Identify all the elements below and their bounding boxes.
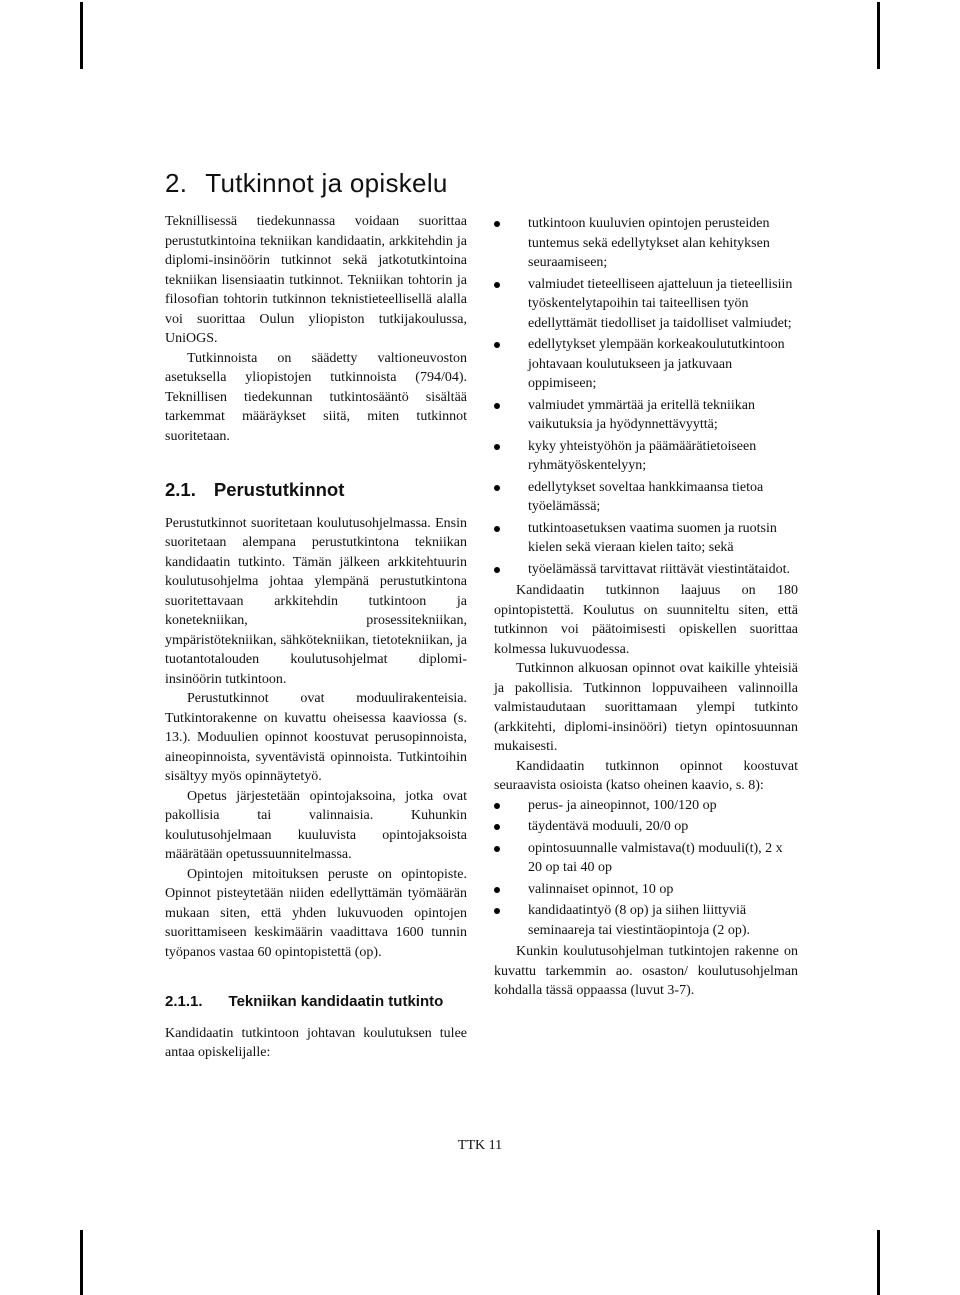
perustutkinnot-paragraph-3: Opetus järjestetään opintojaksoina, jotka ovat pakollisia tai valinnaisia. Kuhunkin koulutusohjelmaan kuuluvista opintojaksoista määrätään opetussuunnitelmassa. — [165, 788, 467, 862]
bullet-icon — [494, 221, 500, 227]
laajuus-paragraph: Kandidaatin tutkinnon laajuus on 180 opintopistettä. Koulutus on suunniteltu siten, että tutkinnon voi päätoimisesti opiskellen suorittaa kolmessa lukuvuodessa. — [494, 583, 798, 657]
bullet-icon — [494, 887, 500, 893]
bullet-icon — [494, 282, 500, 288]
bullet-icon — [494, 526, 500, 532]
subsubsection-heading — [165, 992, 467, 1012]
intro-paragraph-2: Tutkinnoista on säädetty valtioneuvoston asetuksella yliopistojen tutkinnoista (794/04). Teknillisen tiedekunnan tutkintosääntö sisältää tarkemmat määräykset siitä, miten tutkinnot suoritetaan. — [165, 350, 467, 444]
bullet-icon — [494, 444, 500, 450]
subsection-number: 2.1. — [165, 479, 196, 500]
bullet-icon — [494, 824, 500, 830]
intro-paragraph-1: Teknillisessä tiedekunnassa voidaan suorittaa perustutkintoina tekniikan kandidaatin, arkkitehdin ja diplomi-insinöörin tutkinnot sekä jatkotutkintoina tekniikan lisensiaatin tutkinnot. Tekniikan tohtorin ja filosofian tohtorin tutkinnon teknistieteellisellä alalla voi suorittaa Oulun yliopiston tutkijakoulussa, UniOGS. — [165, 214, 467, 346]
perustutkinnot-paragraph-1: Perustutkinnot suoritetaan koulutusohjelmassa. Ensin suoritetaan alempana perustutkintona tekniikan kandidaatin tutkinto. Tämän jälkeen arkkitehtuurin koulutusohjelma johtaa ylempänä perustutkintona suoritettavaan arkkitehdin tutkintoon ja konetekniikan, prosessitekniikan, ympäristötekniikan, sähkötekniikan, tietotekniikan, ja tuotantotalouden koulutusohjelmat diplomi-insinöörin tutkintoon. — [165, 515, 467, 687]
list-item: perus- ja aineopinnot, 100/120 op — [494, 796, 798, 816]
crop-mark-bottom-left — [80, 1230, 83, 1295]
bullet-icon — [494, 846, 500, 852]
list-item: edellytykset ylempään korkeakoulututkintoon johtavaan koulutukseen ja jatkuvaan oppimiseen; — [494, 335, 798, 394]
perustutkinnot-paragraph-4: Opintojen mitoituksen peruste on opintopiste. Opinnot pisteytetään niiden edellyttämän työmäärän mukaan siten, että yhden lukuvuoden opintojen suorittamiseen keskimäärin vaadittava 1600 tunnin työpanos vastaa 60 opintopistettä (op). — [165, 866, 467, 960]
objectives-list — [494, 214, 798, 579]
section-title: Tutkinnot ja opiskelu — [205, 168, 448, 198]
list-item: tutkintoon kuuluvien opintojen perusteiden tuntemus sekä edellytykset alan kehityksen seuraamiseen; — [494, 214, 798, 273]
list-item: valinnaiset opinnot, 10 op — [494, 880, 798, 900]
right-column — [494, 214, 798, 1001]
crop-mark-top-left — [80, 2, 83, 69]
section-number: 2. — [165, 168, 188, 198]
bullet-icon — [494, 403, 500, 409]
bullet-icon — [494, 803, 500, 809]
list-item: opintosuunnalle valmistava(t) moduuli(t), 2 x 20 op tai 40 op — [494, 839, 798, 878]
list-item: valmiudet ymmärtää ja eritellä tekniikan vaikutuksia ja hyödynnettävyyttä; — [494, 396, 798, 435]
list-item: kandidaatintyö (8 op) ja siihen liittyviä seminaareja tai viestintäopintoja (2 op). — [494, 901, 798, 940]
bullet-icon — [494, 485, 500, 491]
bullet-icon — [494, 567, 500, 573]
section-heading — [165, 168, 448, 199]
crop-mark-bottom-right — [877, 1230, 880, 1295]
list-item: kyky yhteistyöhön ja päämäärätietoiseen ryhmätyöskentelyyn; — [494, 437, 798, 476]
page-footer: TTK 11 — [457, 1138, 503, 1153]
subsubsection-title: Tekniikan kandidaatin tutkinto — [228, 993, 444, 1010]
bullet-icon — [494, 342, 500, 348]
list-item: edellytykset soveltaa hankkimaansa tietoa työelämässä; — [494, 478, 798, 517]
components-list — [494, 796, 798, 941]
crop-mark-top-right — [877, 2, 880, 69]
list-item: tutkintoasetuksen vaatima suomen ja ruotsin kielen sekä vieraan kielen taito; sekä — [494, 519, 798, 558]
alkuosa-paragraph: Tutkinnon alkuosan opinnot ovat kaikille yhteisiä ja pakollisia. Tutkinnon loppuvaiheen valinnoilla valmistaudutaan suorittamaan ylempi tutkinto (arkkitehti, diplomi-insinööri) tietyn opintosuunnan mukaisesti. — [494, 661, 798, 754]
perustutkinnot-paragraph-2: Perustutkinnot ovat moduulirakenteisia. Tutkintorakenne on kuvattu oheisessa kaaviossa (s. 13.). Moduulien opinnot koostuvat perusopinnoista, aineopinnoista, syventävistä opinnoista. Tutkintoihin sisältyy myös opinnäytetyö. — [165, 691, 467, 784]
subsection-heading — [165, 480, 467, 500]
list-item: valmiudet tieteelliseen ajatteluun ja tieteellisiin työskentelytapoihin tai taiteellisen työn edellyttämät tiedolliset ja taidolliset valmiudet; — [494, 275, 798, 334]
subsubsection-number: 2.1.1. — [165, 993, 203, 1010]
rakenne-paragraph: Kunkin koulutusohjelman tutkintojen rakenne on kuvattu tarkemmin ao. osaston/ koulutusohjelman kohdalla tässä oppaassa (luvut 3-7). — [494, 944, 798, 998]
osiot-paragraph: Kandidaatin tutkinnon opinnot koostuvat seuraavista osioista (katso oheinen kaavio, s. 8): — [494, 758, 798, 793]
subsection-title: Perustutkinnot — [213, 479, 345, 500]
list-item: täydentävä moduuli, 20/0 op — [494, 817, 798, 837]
bullet-icon — [494, 908, 500, 914]
kandidaatti-paragraph-1: Kandidaatin tutkintoon johtavan koulutuksen tulee antaa opiskelijalle: — [165, 1025, 467, 1060]
list-item: työelämässä tarvittavat riittävät viestintätaidot. — [494, 560, 798, 580]
left-column — [165, 212, 467, 1063]
